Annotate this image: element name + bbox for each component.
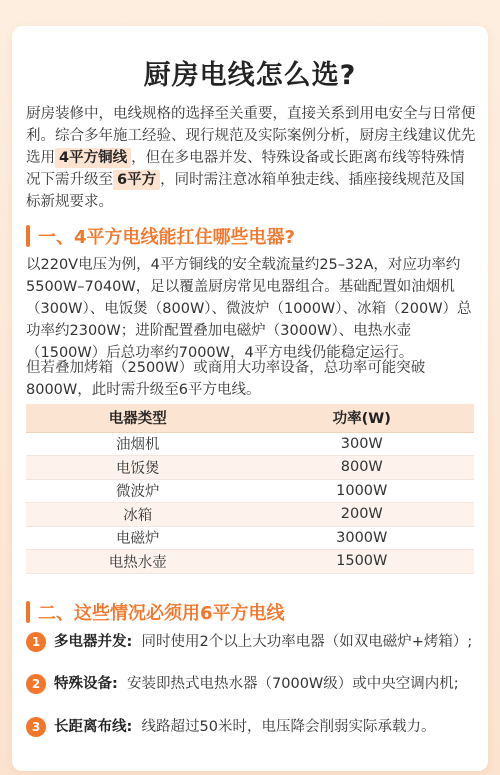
appliance-power-table bbox=[26, 404, 474, 574]
number-badge: 1 bbox=[26, 632, 46, 652]
table-cell: 电饭煲 bbox=[26, 456, 250, 480]
number-badge: 3 bbox=[26, 717, 46, 737]
table-cell: 1000W bbox=[250, 479, 474, 503]
intro-text-3: ，同时需注意冰箱单独走线、插座接线规范及国标新规要求。 bbox=[26, 172, 465, 210]
table-row bbox=[26, 526, 474, 550]
table-cell: 电磁炉 bbox=[26, 526, 250, 550]
list-item-label: 长距离布线: bbox=[54, 719, 133, 735]
table-cell: 200W bbox=[250, 503, 474, 527]
list-item-label: 特殊设备: bbox=[54, 676, 118, 692]
list-item-text: 同时使用2个以上大功率电器（如双电磁炉+烤箱）; bbox=[141, 634, 473, 650]
list-item-body bbox=[54, 631, 472, 653]
table-cell: 300W bbox=[250, 432, 474, 456]
table-row bbox=[26, 503, 474, 527]
intro-paragraph bbox=[26, 103, 478, 213]
table-row bbox=[26, 550, 474, 574]
intro-text-1: 厨房装修中，电线规格的选择至关重要，直接关系到用电安全与日常便利。综合多年施工经验、现行规范及实际案例分析，厨房主线建议优先选用 bbox=[26, 106, 476, 166]
section-accent-bar bbox=[26, 225, 30, 247]
highlight-6sq: 6平方 bbox=[113, 170, 160, 190]
intro-text-2: ，但在多电器并发、特殊设备或长距离布线等特殊情况下需升级至 bbox=[26, 150, 465, 188]
table-row bbox=[26, 479, 474, 503]
section-accent-bar bbox=[26, 601, 30, 623]
table-header-type: 电器类型 bbox=[26, 404, 250, 432]
list-item bbox=[26, 631, 478, 653]
section1-title: 一、4平方电线能扛住哪些电器? bbox=[38, 227, 295, 248]
table-cell: 冰箱 bbox=[26, 503, 250, 527]
number-badge: 2 bbox=[26, 674, 46, 694]
table-row bbox=[26, 432, 474, 456]
list-item bbox=[26, 716, 478, 738]
table-cell: 1500W bbox=[250, 550, 474, 574]
table-row bbox=[26, 456, 474, 480]
list-item-text: 线路超过50米时，电压降会削弱实际承载力。 bbox=[141, 719, 436, 735]
section1-paragraph-2: 但若叠加烤箱（2500W）或商用大功率设备，总功率可能突破8000W，此时需升级至6平方电线。 bbox=[26, 360, 426, 398]
table-header-power: 功率(W) bbox=[250, 404, 474, 432]
section2-title: 二、这些情况必须用6平方电线 bbox=[38, 603, 285, 624]
list-item-body bbox=[54, 716, 435, 738]
section2-heading bbox=[26, 599, 285, 625]
list-item-text: 安装即热式电热水器（7000W级）或中央空调内机; bbox=[127, 676, 459, 692]
table-cell: 油烟机 bbox=[26, 432, 250, 456]
table-cell: 3000W bbox=[250, 526, 474, 550]
page-title: 厨房电线怎么选? bbox=[143, 60, 357, 91]
table-cell: 微波炉 bbox=[26, 479, 250, 503]
section1-heading bbox=[26, 223, 295, 249]
highlight-4sq: 4平方铜线 bbox=[55, 148, 131, 168]
list-item-label: 多电器并发: bbox=[54, 634, 133, 650]
list-item bbox=[26, 673, 478, 695]
table-cell: 电热水壶 bbox=[26, 550, 250, 574]
table-cell: 800W bbox=[250, 456, 474, 480]
table-header-row bbox=[26, 404, 474, 432]
list-item-body bbox=[54, 673, 459, 695]
section1-paragraph-1: 以220V电压为例，4平方铜线的安全载流量约25–32A，对应功率约5500W–7040W，足以覆盖厨房常见电器组合。基础配置如油烟机（300W）、电饭煲（800W）、微波炉（1000W）、冰箱（200W）总功率约2300W；进阶配置叠加电磁炉（3000W）、电热水壶（1500W）后总功率约7000W，4平方电线仍能稳定运行。 bbox=[26, 257, 472, 361]
